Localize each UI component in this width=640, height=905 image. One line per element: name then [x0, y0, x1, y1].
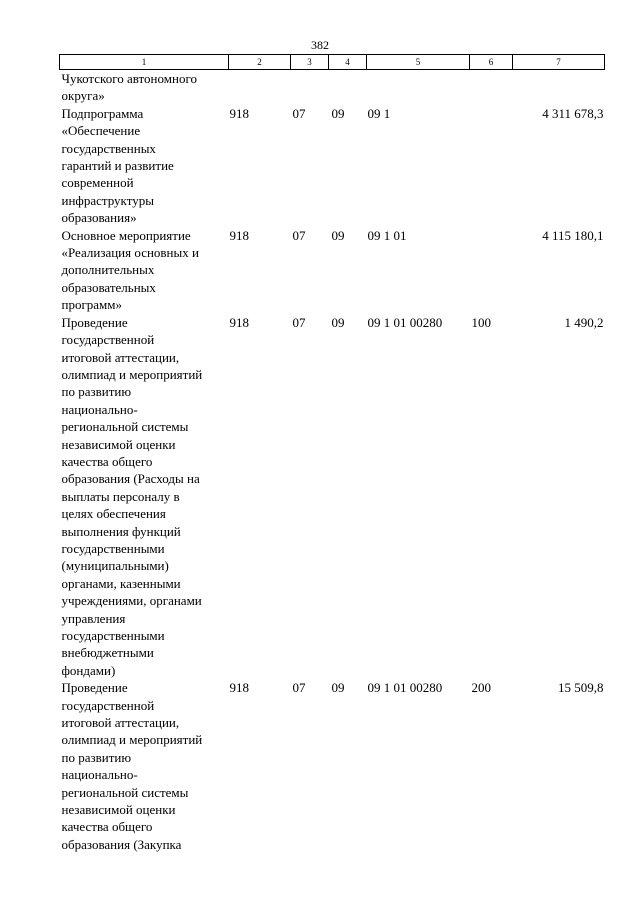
- row-name: Чукотского автономного округа»: [61, 71, 197, 104]
- row-target-article-code: 09 1 01 00280: [367, 680, 443, 696]
- row-subsection-code: 09: [331, 680, 345, 696]
- table-row: [60, 679, 605, 853]
- row-target-article-code: [367, 70, 470, 105]
- row-amount: 15 509,8: [558, 680, 604, 696]
- row-section-code: 07: [292, 105, 306, 121]
- row-expense-type-code: [470, 70, 513, 105]
- row-expense-type-code: [470, 227, 513, 314]
- row-target-article-code: 09 1: [367, 105, 391, 121]
- column-header-1: 1: [60, 55, 229, 70]
- row-name: Проведение государственной итоговой аттестации, олимпиад и мероприятий по развитию национально- региональной системы независимой оценки качества общего образования (Закупка: [61, 680, 203, 852]
- table-row: [60, 314, 605, 680]
- column-header-5: 5: [367, 55, 470, 70]
- row-grbs-code: 918: [229, 314, 249, 330]
- column-header-6: 6: [470, 55, 513, 70]
- row-grbs-code: 918: [229, 227, 249, 243]
- row-name: Проведение государственной итоговой аттестации, олимпиад и мероприятий по развитию национально- региональной системы независимой оценки качества общего образования (Расходы на выплаты персоналу в целях обеспечения выполнения функций государственными (муниципальными) органами, казенными учреждениями, органами управления государственными внебюджетными фондами): [61, 314, 203, 678]
- table-row: [60, 105, 605, 227]
- row-subsection-code: 09: [331, 105, 345, 121]
- row-section-code: 07: [292, 314, 306, 330]
- row-grbs-code: 918: [229, 680, 249, 696]
- row-expense-type-code: [470, 105, 513, 227]
- table-row: [60, 70, 605, 105]
- row-subsection-code: 09: [331, 314, 345, 330]
- row-section-code: 07: [292, 680, 306, 696]
- row-grbs-code: 918: [229, 105, 249, 121]
- row-name: Основное мероприятие «Реализация основных и дополнительных образовательных программ»: [61, 227, 199, 313]
- row-expense-type-code: 100: [471, 314, 491, 330]
- budget-table: [59, 54, 605, 853]
- page-number: 382: [311, 38, 329, 52]
- column-header-4: 4: [329, 55, 367, 70]
- column-header-3: 3: [291, 55, 329, 70]
- column-header-2: 2: [229, 55, 291, 70]
- column-number-header-row: [60, 55, 605, 70]
- table-row: [60, 227, 605, 314]
- column-header-7: 7: [513, 55, 605, 70]
- row-section-code: 07: [292, 227, 306, 243]
- row-amount: 4 115 180,1: [542, 227, 604, 243]
- row-expense-type-code: 200: [471, 680, 491, 696]
- row-subsection-code: [329, 70, 367, 105]
- row-target-article-code: 09 1 01 00280: [367, 314, 443, 330]
- row-target-article-code: 09 1 01: [367, 227, 407, 243]
- row-subsection-code: 09: [331, 227, 345, 243]
- row-section-code: [291, 70, 329, 105]
- row-amount: 4 311 678,3: [542, 105, 604, 121]
- row-amount: [513, 70, 605, 105]
- row-name: Подпрограмма «Обеспечение государственных гарантий и развитие современной инфраструктуры образования»: [61, 105, 174, 226]
- row-grbs-code: [229, 70, 291, 105]
- row-amount: 1 490,2: [564, 314, 604, 330]
